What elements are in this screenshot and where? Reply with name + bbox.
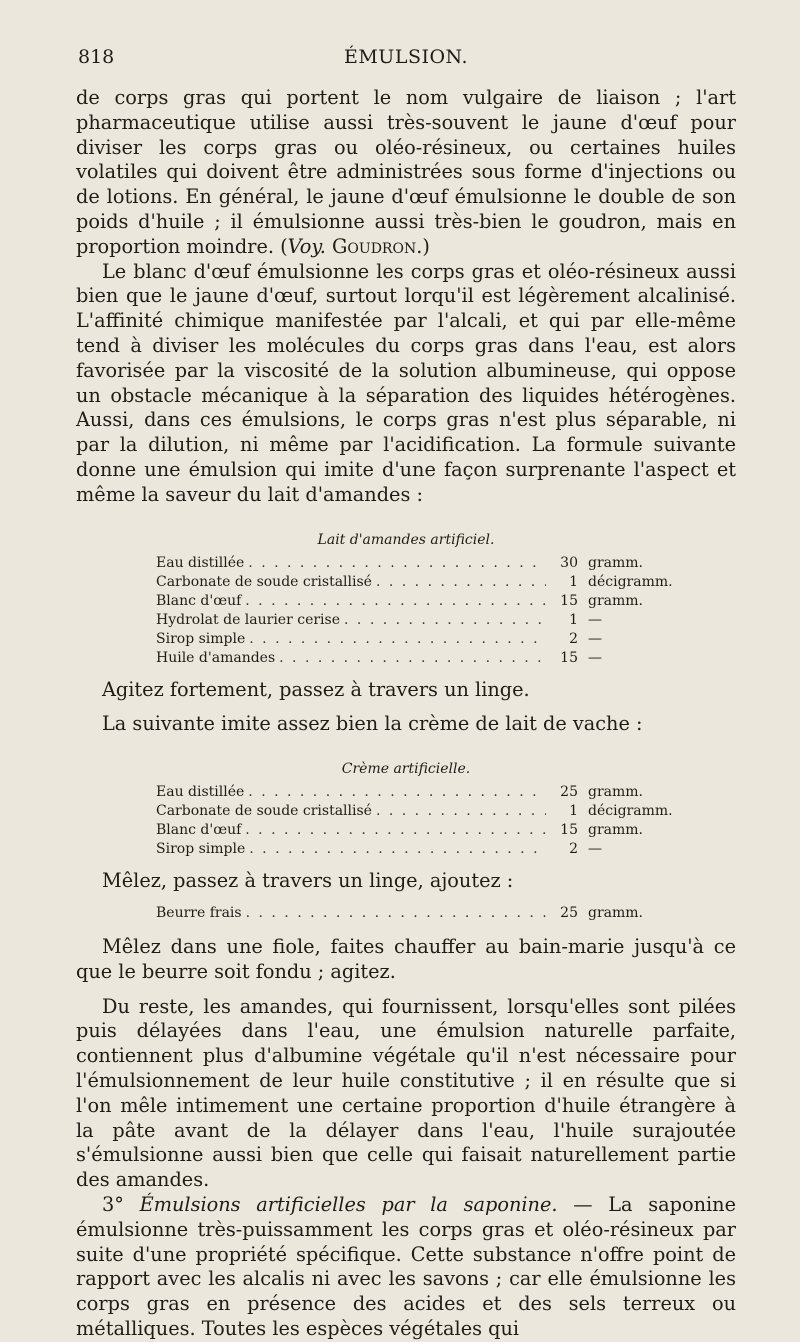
recipe-row: Sirop simple . . . 2 —	[156, 840, 688, 859]
page-body	[76, 86, 736, 1342]
paragraph-1: de corps gras qui portent le nom vulgaire de liaison ; l'art pharmaceutique utilise aussi très-souvent le jaune d'œuf pour diviser les corps gras ou oléo-résineux, ou certaines huiles volatiles qui doivent être administrées sous forme d'injections ou de lotions. En général, le jaune d'œuf émulsionne le double de son poids d'huile ; il émulsionne aussi très-bien le goudron, mais en proportion moindre. (Voy. Goudron.)	[76, 86, 736, 258]
recipe-3-table	[156, 904, 688, 923]
section-number: 3°	[102, 1192, 124, 1216]
recipe-1-title: Lait d'amandes artificiel.	[317, 531, 495, 548]
recipe-row: Sirop simple . . . 2 —	[156, 630, 688, 649]
recipe-1-table	[156, 554, 688, 668]
paragraph-2: Le blanc d'œuf émulsionne les corps gras et oléo-résineux aussi bien que le jaune d'œuf, surtout lorqu'il est légèrement alcalinisé. L'affinité chimique manifestée par l'alcali, et qui par elle-même tend à diviser les molécules du corps gras dans l'eau, est alors favorisée par la viscosité de la solution albumineuse, qui oppose un obstacle mécanique à la séparation des liquides hétérogènes. Aussi, dans ces émulsions, le corps gras n'est plus séparable, ni par la dilution, ni même par l'acidification. La formule suivante donne une émulsion qui imite d'une façon surprenante l'aspect et même la saveur du lait d'amandes :	[76, 259, 736, 506]
recipe-row: Blanc d'œuf . . . 15 gramm.	[156, 821, 688, 840]
page-number: 818	[78, 46, 115, 68]
paragraph-5: Mêlez, passez à travers un linge, ajoutez :	[102, 869, 514, 893]
paragraph-7: Du reste, les amandes, qui fournissent, lorsqu'elles sont pilées puis délayées dans l'eau, une émulsion naturelle parfaite, contiennent plus d'albumine végétale qu'il n'est nécessaire pour l'émulsionnement de leur huile constitutive ; il en résulte que si l'on mêle intimement une certaine proportion d'huile étrangère à la pâte avant de la délayer dans l'eau, l'huile surajoutée s'émulsionne aussi bien que celle qui faisait naturellement partie des amandes.	[76, 994, 736, 1192]
running-title: ÉMULSION.	[343, 46, 468, 68]
voy-abbrev: Voy.	[287, 234, 326, 258]
recipe-row: Blanc d'œuf . . . 15 gramm.	[156, 592, 688, 611]
recipe-row: Eau distillée . . . 25 gramm.	[156, 783, 688, 802]
recipe-2-table	[156, 783, 688, 859]
recipe-row: Hydrolat de laurier cerise . . . 1 —	[156, 611, 688, 630]
recipe-row: Huile d'amandes . . . 15 —	[156, 649, 688, 668]
page-header	[78, 46, 734, 76]
paragraph-3: Agitez fortement, passez à travers un linge.	[102, 677, 530, 701]
recipe-row: Carbonate de soude cristallisé . . . 1 décigramm.	[156, 573, 688, 592]
section-title: Émulsions artificielles par la saponine.	[139, 1192, 558, 1216]
recipe-2-title: Crème artificielle.	[341, 761, 471, 778]
recipe-row: Carbonate de soude cristallisé . . . 1 décigramm.	[156, 802, 688, 821]
paragraph-4: La suivante imite assez bien la crème de lait de vache :	[102, 712, 643, 736]
paragraph-6: Mêlez dans une fiole, faites chauffer au bain-marie jusqu'à ce que le beurre soit fondu ; agitez.	[76, 934, 736, 983]
recipe-row: Beurre frais . . . 25 gramm.	[156, 904, 688, 923]
cross-reference: Goudron	[332, 234, 417, 258]
paragraph-8: 3° Émulsions artificielles par la saponine. — La saponine émulsionne très-puissamment les corps gras et oléo-résineux par suite d'une propriété spécifique. Cette substance n'offre point de rapport avec les alcalis ni avec les savons ; car elle émulsionne les corps gras en présence des acides et des sels terreux ou métalliques. Toutes les espèces végétales qui	[76, 1192, 736, 1340]
recipe-row: Eau distillée . . . 30 gramm.	[156, 554, 688, 573]
